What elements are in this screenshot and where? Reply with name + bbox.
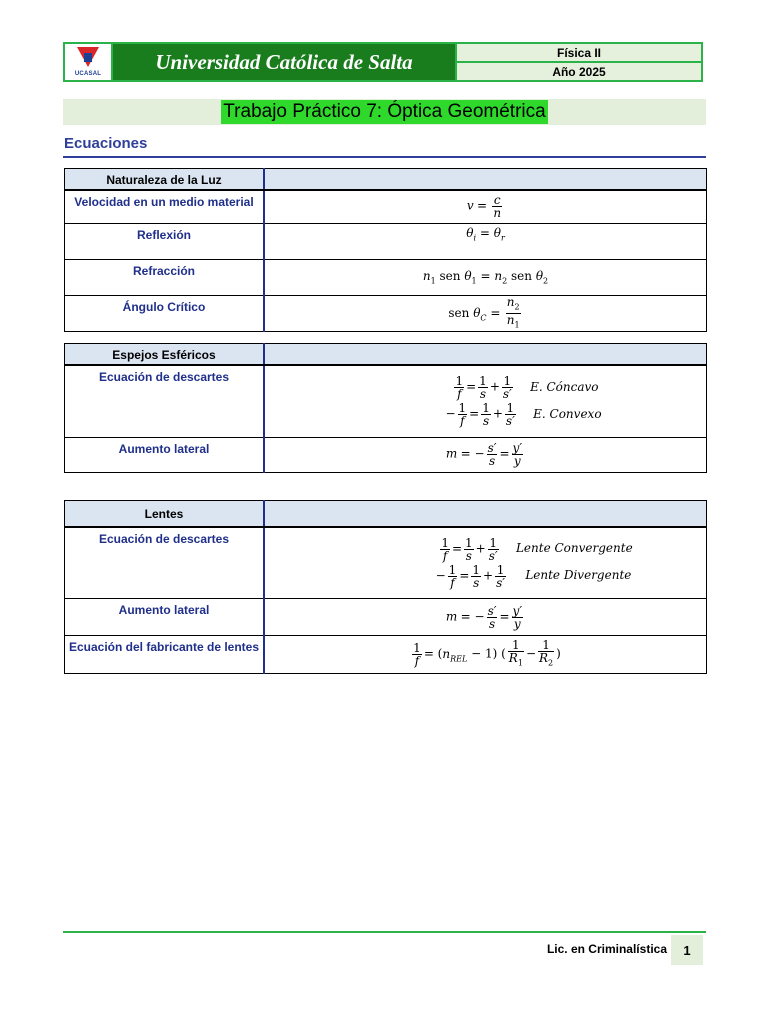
table-row: [65, 527, 707, 599]
table-header: Naturaleza de la Luz: [65, 169, 265, 191]
table-row: [65, 636, 707, 674]
row-label: Ecuación del fabricante de lentes: [65, 636, 265, 674]
row-label: Reflexión: [65, 223, 265, 259]
table-header: Lentes: [65, 501, 265, 527]
ucasal-logo-icon: [77, 47, 99, 69]
course-name: Física II: [457, 44, 701, 63]
formula: sen $\theta_C$ = $\frac{n_2}{n_1}$: [264, 295, 707, 332]
university-name: Universidad Católica de Salta: [113, 44, 455, 80]
title-bar: [63, 99, 706, 125]
section-divider: [63, 156, 706, 158]
footer-divider: [63, 931, 706, 933]
table-header: Espejos Esféricos: [65, 344, 265, 366]
table-lentes: [64, 500, 707, 674]
table-row: [65, 365, 707, 437]
table-row: [65, 295, 707, 332]
row-label: Ecuación de descartes: [65, 527, 265, 599]
formula: $\frac{1}{f}$ = $(n_{REL} - 1)$ ( $\frac{1}{R_1}$ − $\frac{1}{R_2}$ ): [264, 636, 707, 674]
row-label: Ecuación de descartes: [65, 365, 265, 437]
row-label: Ángulo Crítico: [65, 295, 265, 332]
course-info: [455, 44, 701, 80]
page-title: Trabajo Práctico 7: Óptica Geométrica: [223, 101, 546, 122]
formula: m = − $\frac{s'}{s}$ = $\frac{y'}{y}$: [264, 437, 707, 472]
university-logo: [65, 44, 113, 80]
mirror-note-convex: E. Convexo: [533, 406, 602, 421]
formula: v = $\frac{c}{n}$: [264, 190, 707, 223]
row-label: Velocidad en un medio material: [65, 190, 265, 223]
table-row: [65, 190, 707, 223]
row-label: Refracción: [65, 259, 265, 295]
document-header: [63, 42, 703, 82]
table-row: [65, 259, 707, 295]
row-label: Aumento lateral: [65, 599, 265, 636]
course-year: Año 2025: [457, 63, 701, 80]
table-row: [65, 599, 707, 636]
footer-text: Lic. en Criminalística: [546, 942, 667, 956]
table-naturaleza-luz: [64, 168, 707, 332]
formula: m = − $\frac{s'}{s}$ = $\frac{y'}{y}$: [264, 599, 707, 636]
formula: $n_1$ sen $\theta_1 = n_2$ sen $\theta_2$: [264, 259, 707, 295]
table-row: [65, 223, 707, 259]
row-label: Aumento lateral: [65, 437, 265, 472]
lens-note-divergent: Lente Divergente: [525, 568, 632, 583]
logo-text: UCASAL: [74, 71, 102, 77]
table-espejos-esfericos: [64, 343, 707, 473]
formula: $\frac{1}{f}$ = $\frac{1}{s}$ + $\frac{1}{s'}$ E. Cóncavo − $\frac{1}{f}$ = $\frac{1}{s}$ + $\frac{1}{s'}$ E. Convexo: [264, 365, 707, 437]
formula: $\frac{1}{f}$ = $\frac{1}{s}$ + $\frac{1}{s'}$ Lente Convergente − $\frac{1}{f}$ = $\frac{1}{s}$ + $\frac{1}{s'}$ Lente Divergente: [264, 527, 707, 599]
mirror-note-concave: E. Cóncavo: [530, 379, 599, 394]
formula: $\theta_i = \theta_r$: [264, 223, 707, 259]
page-number: 1: [671, 935, 703, 965]
lens-note-convergent: Lente Convergente: [515, 541, 633, 556]
section-heading: Ecuaciones: [64, 135, 148, 152]
table-row: [65, 437, 707, 472]
